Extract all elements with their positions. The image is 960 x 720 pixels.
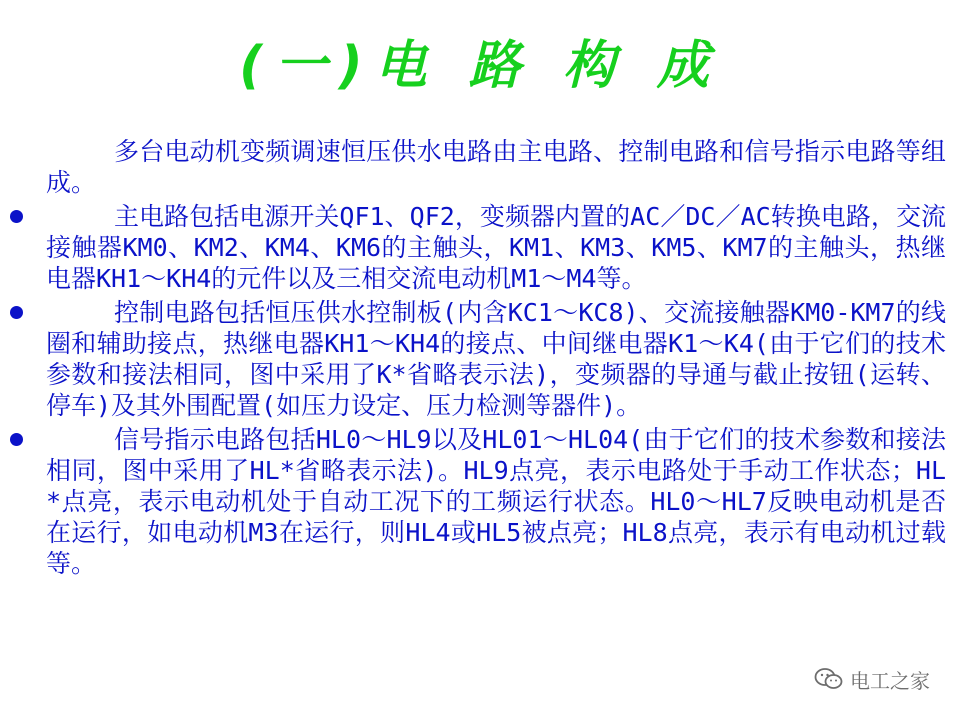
signal-circuit-paragraph — [46, 424, 946, 579]
bullet-icon — [10, 306, 23, 319]
watermark — [814, 665, 930, 693]
watermark-text: 电工之家 — [850, 668, 930, 693]
intro-paragraph-text: 多台电动机变频调速恒压供水电路由主电路、控制电路和信号指示电路等组成。 — [46, 137, 946, 197]
main-circuit-text: 主电路包括电源开关QF1、QF2，变频器内置的AC／DC／AC转换电路，交流接触器KM0、KM2、KM4、KM6的主触头，KM1、KM3、KM5、KM7的主触头，热继电器KH1～KH4的元件以及三相交流电动机M1～M4等。 — [46, 202, 946, 293]
main-circuit-paragraph — [46, 201, 946, 294]
control-circuit-text: 控制电路包括恒压供水控制板(内含KC1～KC8)、交流接触器KM0-KM7的线圈和辅助接点，热继电器KH1～KH4的接点、中间继电器K1～K4(由于它们的技术参数和接法相同，图中采用了K*省略表示法)，变频器的导通与截止按钮(运转、停车)及其外围配置(如压力设定、压力检测等器件)。 — [46, 298, 946, 420]
intro-paragraph — [46, 136, 946, 198]
control-circuit-paragraph — [46, 297, 946, 421]
signal-circuit-text: 信号指示电路包括HL0～HL9以及HL01～HL04(由于它们的技术参数和接法相同，图中采用了HL*省略表示法)。HL9点亮，表示电路处于手动工作状态；HL*点亮，表示电动机处于自动工况下的工频运行状态。HL0～HL7反映电动机是否在运行，如电动机M3在运行，则HL4或HL5被点亮；HL8点亮，表示有电动机过载等。 — [46, 425, 946, 578]
bullet-icon — [10, 433, 23, 446]
slide-title: (一)电 路 构 成 — [239, 36, 721, 96]
wechat-icon — [814, 667, 844, 691]
slide-body — [46, 136, 946, 582]
bullet-icon — [10, 210, 23, 223]
